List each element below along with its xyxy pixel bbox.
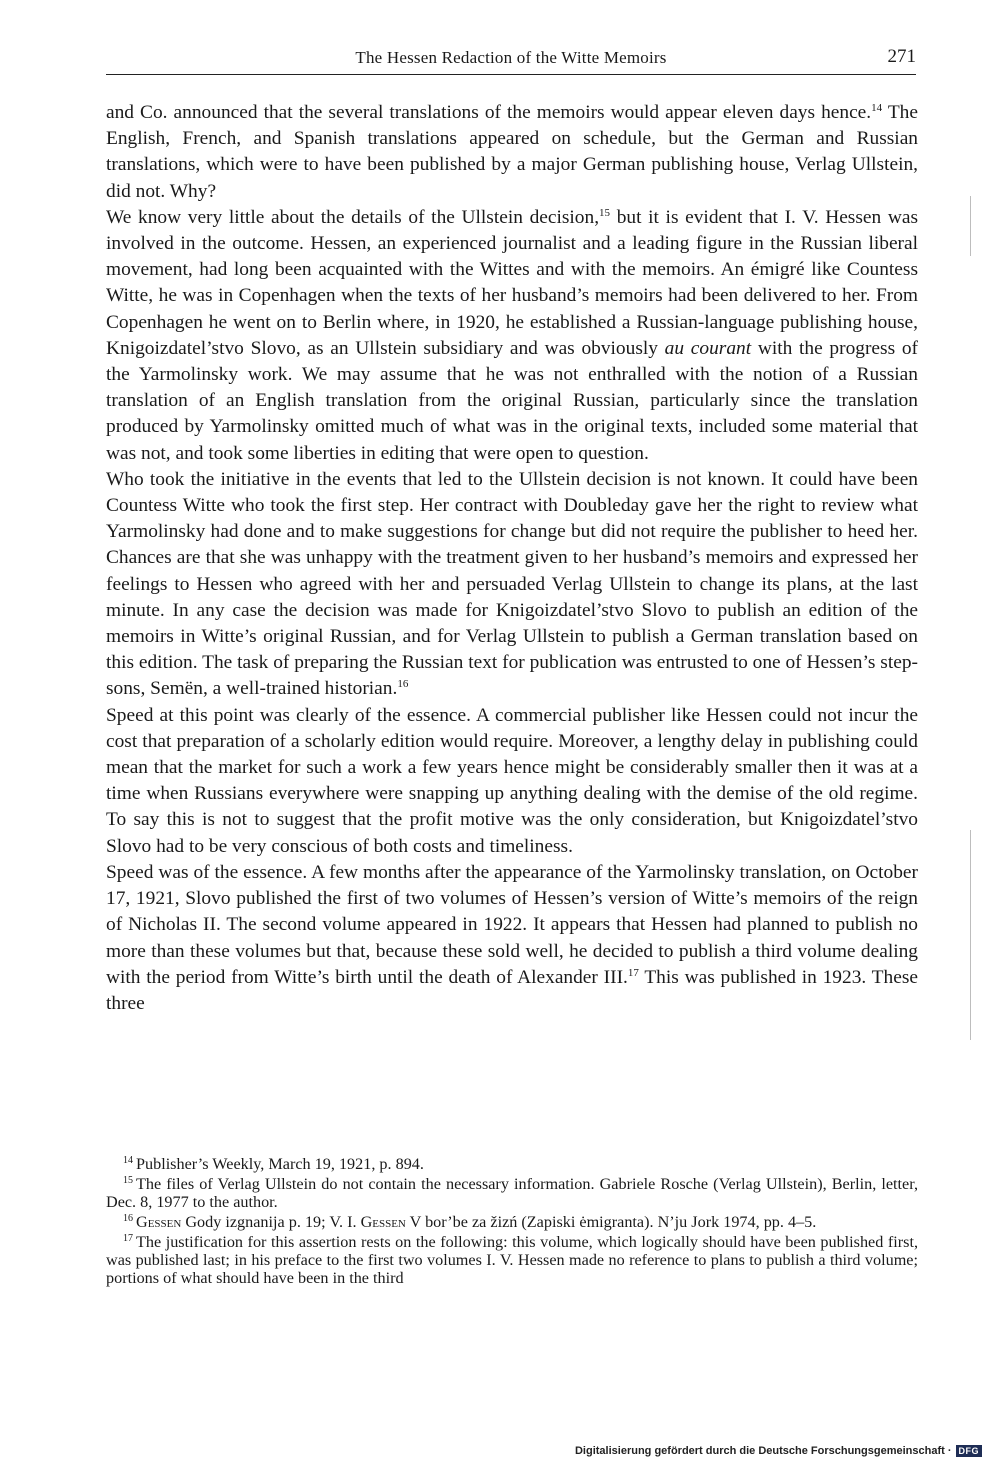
paragraph-5 xyxy=(106,860,918,1017)
paragraph-2 xyxy=(106,205,918,467)
paragraph-text: but it is evident that I. V. Hessen was involved in the outcome. Hessen, an experienced journalist and a leading figure in the Russian liberal movement, had long been acquainted with the Wittes and with the memoirs. An émigré like Countess Witte, he was in Copenhagen when the texts of her husband’s memoirs had been delivered to her. From Copenhagen he went on to Berlin where, in 1920, he established a Russian-language publishing house, Knigoizdatel’stvo Slovo, as an Ullstein subsidiary and was obviously xyxy=(106,206,918,359)
author-name: Gessen xyxy=(360,1213,406,1231)
paragraph-text: Speed at this point was clearly of the essence. A commercial publisher like Hessen could not incur the cost that preparation of a scholarly edition would require. Moreover, a lengthy delay in publishing could mean that the market for such a work a few years hence might be considerably smaller then it was at a time when Russians everywhere were snapping up anything dealing with the demise of the old regime. To say this is not to suggest that the profit motive was the only consideration, but Knigoizdatel’stvo Slovo had to be very conscious of both costs and timeliness. xyxy=(106,704,918,857)
paragraph-text: This was published in 1923. These three xyxy=(106,966,918,1014)
footnote-17 xyxy=(106,1233,918,1287)
paragraph-text: Who took the initiative in the events that led to the Ullstein decision is not known. It could have been Countess Witte who took the first step. Her contract with Doubleday gave her the right to review what Yarmolinsky had done and to make suggestions for change but did not require the publisher to heed her. Chances are that she was unhappy with the treatment given to her husband’s memoirs and expressed her feelings to Hessen who agreed with her and persuaded Verlag Ullstein to change its plans, at the last minute. In any case the decision was made for Knigoizdatel’stvo Slovo to publish an edition of the memoirs in Witte’s original Russian, and for Verlag Ullstein to publish a German translation based on this edition. The task of preparing the Russian text for publication was entrusted to one of Hessen’s step-sons, Semën, a well-trained historian. xyxy=(106,468,918,700)
page-number: 271 xyxy=(887,46,916,67)
footnote-15 xyxy=(106,1175,918,1211)
paragraph-text: The English, French, and Spanish translations appeared on schedule, but the German and Russian translations, which were to have been published by a major German publishing house, Verlag Ullstein, did not. Why? xyxy=(106,102,918,202)
footnote-ref: 15 xyxy=(599,206,611,219)
paragraph-text: and Co. announced that the several translations of the memoirs would appear eleven days hence. xyxy=(106,102,872,123)
italic-phrase: au courant xyxy=(664,337,752,359)
paragraph-1 xyxy=(106,100,918,205)
paragraph-4 xyxy=(106,703,918,860)
paragraph-text: We know very little about the details of the Ullstein decision, xyxy=(106,206,600,228)
footnotes xyxy=(106,1155,918,1289)
author-name: Gessen xyxy=(136,1213,182,1231)
footnote-number: 17 xyxy=(123,1233,133,1244)
paragraph-3 xyxy=(106,467,918,703)
running-head: The Hessen Redaction of the Witte Memoirs xyxy=(355,48,667,67)
footnote-number: 16 xyxy=(123,1213,133,1224)
footnote-number: 15 xyxy=(123,1175,133,1186)
dfg-logo-icon: DFG xyxy=(956,1445,983,1457)
footnote-14 xyxy=(106,1155,918,1173)
credit-text: Digitalisierung gefördert durch die Deutsche Forschungsgemeinschaft · xyxy=(574,1445,952,1457)
digitization-credit xyxy=(575,1445,982,1457)
footnote-text: The files of Verlag Ullstein do not contain the necessary information. Gabriele Rosche (Verlag Ullstein), Berlin, letter, Dec. 8, 1977 to the author. xyxy=(106,1175,918,1211)
footnote-text: The justification for this assertion rests on the following: this volume, which logically should have been published first, was published last; in his preface to the first two volumes I. V. Hessen made no reference to plans to publish a third volume; portions of what should have been in the third xyxy=(106,1233,918,1287)
margin-scan-mark xyxy=(970,830,971,1040)
footnote-16 xyxy=(106,1213,918,1231)
footnote-ref: 16 xyxy=(397,678,409,691)
footnote-ref: 14 xyxy=(871,102,883,114)
paragraph-text: Speed was of the essence. A few months after the appearance of the Yarmolinsky translation, on October 17, 1921, Slovo published the first of two volumes of Hessen’s version of Witte’s memoirs of the reign of Nicholas II. The second volume appeared in 1922. It appears that Hessen had planned to publish no more than these volumes but that, because these sold well, he decided to publish a third volume dealing with the period from Witte’s birth until the death of Alexander III. xyxy=(106,861,918,988)
page-header xyxy=(106,44,916,75)
paragraph-text: with the progress of the Yarmolinsky work. We may assume that he was not enthralled with the notion of a Russian translation of an English translation from the original Russian, particularly since the translation produced by Yarmolinsky omitted much of what was in the original texts, included some material that was not, and took some liberties in editing that were open to question. xyxy=(106,337,919,464)
footnote-number: 14 xyxy=(123,1155,133,1166)
footnote-text: V bor’be za žizń (Zapiski ėmigranta). N’ju Jork 1974, pp. 4–5. xyxy=(405,1213,817,1231)
body-text xyxy=(106,100,918,1017)
footnote-text: Publisher’s Weekly, March 19, 1921, p. 894. xyxy=(136,1155,424,1173)
margin-scan-mark xyxy=(970,196,971,256)
footnote-ref: 17 xyxy=(627,966,639,979)
footnote-text: Gody izgnanija p. 19; V. I. xyxy=(181,1213,361,1231)
